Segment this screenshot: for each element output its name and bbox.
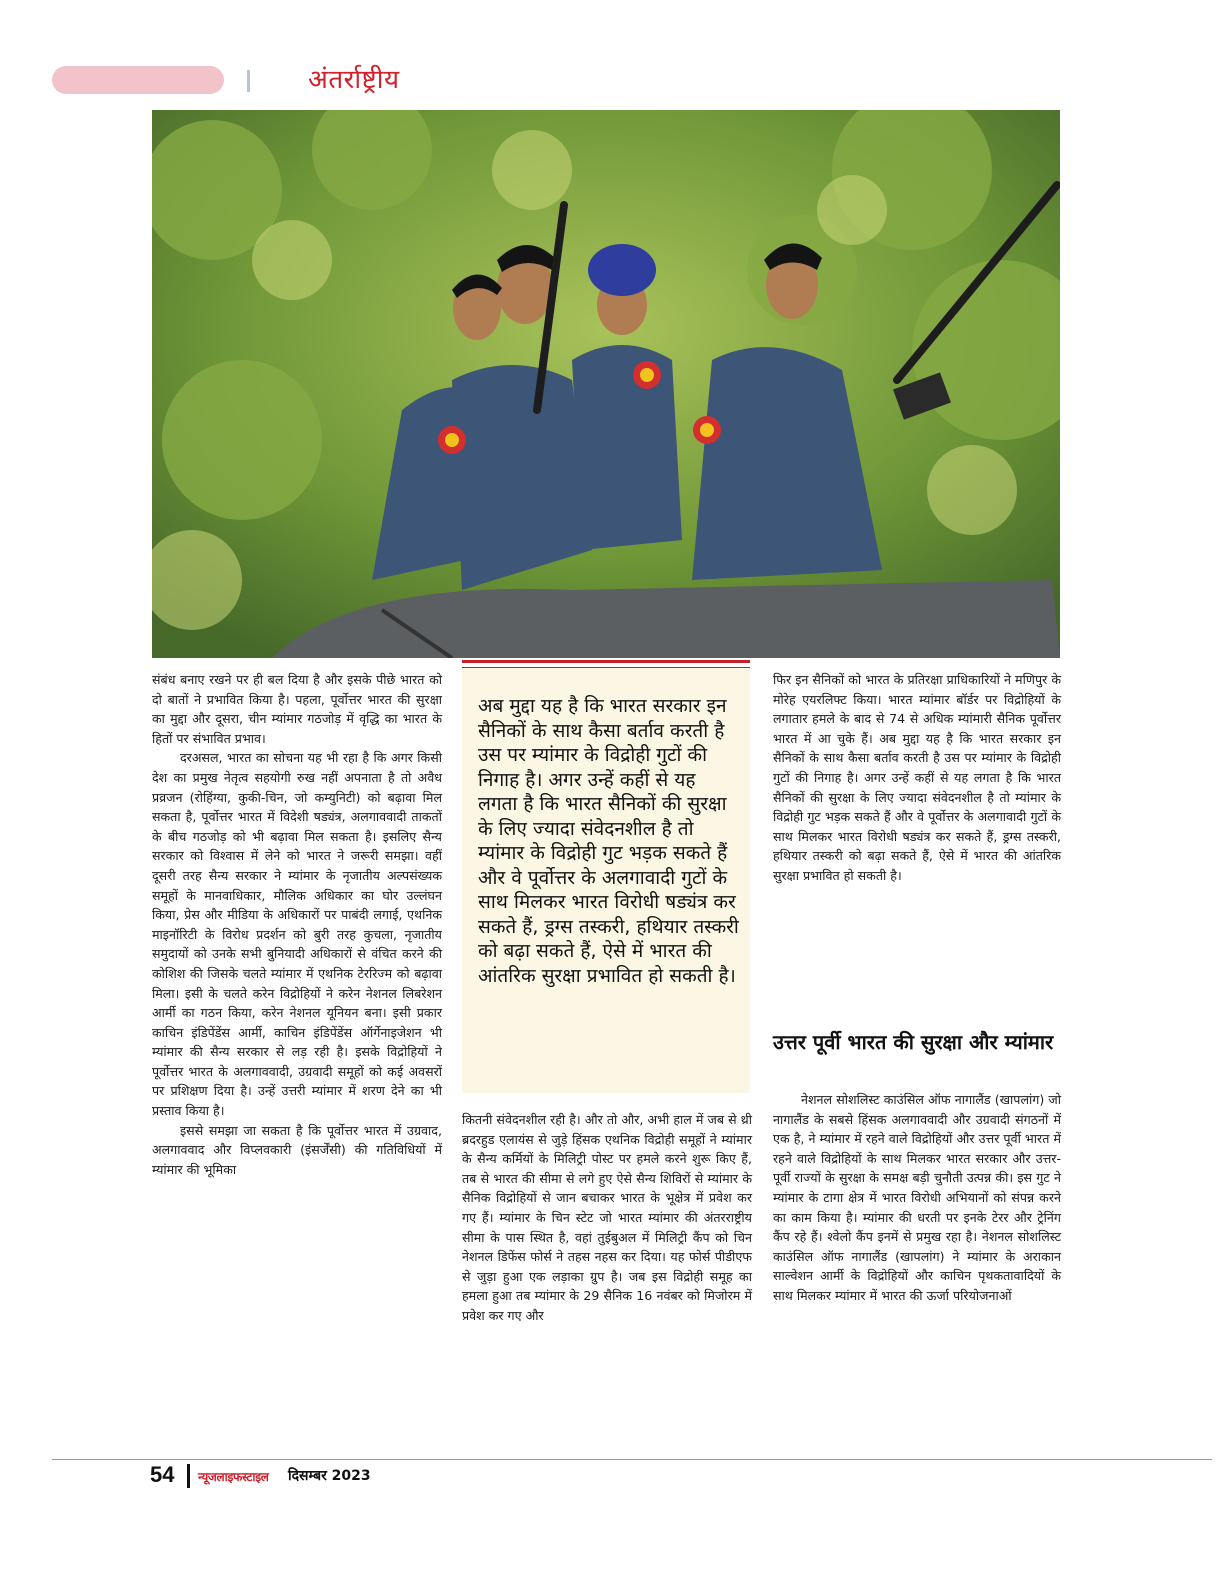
paragraph: संबंध बनाए रखने पर ही बल दिया है और इसके पीछे भारत को दो बातों ने प्रभावित किया है। पहला, पूर्वोत्तर भारत की सुरक्षा का मुद्दा और दूसरा, चीन म्यांमार गठजोड़ में वृद्धि का भारत के हितों पर संभावित प्रभाव। [152,672,442,746]
paragraph: दरअसल, भारत का सोचना यह भी रहा है कि अगर किसी देश का प्रमुख नेतृत्व सहयोगी रुख नहीं अपनाता है तो अवैध प्रव्रजन (रोहिंग्या, कुकी-चिन, जो कम्युनिटी) को बढ़ावा मिल सकता है, पूर्वोत्तर भारत में विदेशी षड्यंत्र, अलगाववादी ताकतों के बीच गठजोड़ को भी बढ़ावा मिल सकता है। इसलिए सैन्य सरकार को विश्वास में लेने को भारत ने जरूरी समझा। वहीं दूसरी तरह सैन्य सरकार ने म्यांमार के नृजातीय अल्पसंख्यक समूहों के मानवाधिकार, मौलिक अधिकार का घोर उल्लंघन किया, प्रेस और मीडिया के अधिकारों पर पाबंदी लगाई, एथनिक माइनॉरिटी के विरोध प्रदर्शन को बुरी तरह कुचला, नृजातीय समुदायों को उनके सभी बुनियादी अधिकारों से वंचित करने की कोशिश की जिसके चलते म्यांमार में एथनिक टेररिज्म को बढ़ावा मिला। इसी के चलते करेन विद्रोहियों ने करेन नेशनल लिबरेशन आर्मी का गठन किया, करेन नेशनल यूनियन बना। इसी प्रकार काचिन इंडिपेंडेंस आर्मी, काचिन इंडिपेंडेंस ऑर्गेनाइजेशन भी म्यांमार की सैन्य सरकार से लड़ रही है। इसके विद्रोहियों ने पूर्वोत्तर भारत के अलगाववादी, उग्रवादी समूहों को कई अवसरों पर प्रशिक्षण दिया है। उन्हें उत्तरी म्यांमार में शरण देने का भी प्रस्ताव किया है। [152,750,442,1119]
paragraph: कितनी संवेदनशील रही है। और तो और, अभी हाल में जब से थ्री ब्रदरहुड एलायंस से जुड़े हिंसक एथनिक विद्रोही समूहों ने म्यांमार के सैन्य कर्मियों के मिलिट्री पोस्ट पर हमले करने शुरू किए हैं, तब से भारत की सीमा से लगे हुए ऐसे सैन्य शिविरों से म्यांमार के सैनिक विद्रोहियों से जान बचाकर भारत के भूक्षेत्र में प्रवेश कर गए हैं। म्यांमार के चिन स्टेट जो भारत म्यांमार की अंतरराष्ट्रीय सीमा के पास स्थित है, वहां तुईबुअल में मिलिट्री कैंप को चिन नेशनल डिफेंस फोर्स ने तहस नहस कर दिया। यह फोर्स पीडीएफ से जुड़ा हुआ एक लड़ाका ग्रुप है। जब इस विद्रोही समूह का हमला हुआ तब म्यांमार के 29 सैनिक 16 नवंबर को मिजोरम में प्रवेश कर गए और [462,1112,752,1323]
subheading: उत्तर पूर्वी भारत की सुरक्षा और म्यांमार [773,1030,1054,1054]
footer-rule [52,1459,1212,1460]
magazine-logo: न्यूजलाइफस्टाइल [198,1470,269,1484]
article-column-1 [152,670,442,1179]
paragraph: फिर इन सैनिकों को भारत के प्रतिरक्षा प्राधिकारियों ने मणिपुर के मोरेह एयरलिफ्ट किया। भारत म्यांमार बॉर्डर पर विद्रोहियों के लगातार हमले के बाद से 74 से अधिक म्यांमारी सैनिक पूर्वोत्तर भारत में आ चुके हैं। अब मुद्दा यह है कि भारत सरकार इन सैनिकों के साथ कैसा बर्ताव करती है उस पर म्यांमार के विद्रोही गुटों की निगाह है। अगर उन्हें कहीं से यह लगता है कि भारत सैनिकों की सुरक्षा के लिए ज्यादा संवेदनशील है तो म्यांमार के विद्रोही गुट भड़क सकते हैं और वे पूर्वोत्तर के अलगावादी गुटों के साथ मिलकर भारत विरोधी षड्यंत्र कर सकते हैं, ड्रग्स तस्करी, हथियार तस्करी को बढ़ा सकते हैं, ऐसे में भारत की आंतरिक सुरक्षा प्रभावित हो सकती है। [773,672,1061,883]
paragraph: इससे समझा जा सकता है कि पूर्वोत्तर भारत में उग्रवाद, अलगाववाद और विप्लवकारी (इंसर्जेंसी) की गतिविधियों में म्यांमार की भूमिका [152,1122,442,1177]
pullquote-rule-top [462,660,750,663]
article-column-3-continued [773,1090,1061,1306]
header-divider [247,70,250,92]
issue-date: दिसम्बर 2023 [288,1468,371,1484]
article-column-2 [462,1110,752,1326]
section-title: अंतर्राष्ट्रीय [308,65,400,95]
soldiers-photo-illustration [152,110,1060,658]
article-column-3 [773,670,1061,886]
pullquote-text: अब मुद्दा यह है कि भारत सरकार इन सैनिकों के साथ कैसा बर्ताव करती है उस पर म्यांमार के विद्रोही गुटों की निगाह है। अगर उन्हें कहीं से यह लगता है कि भारत सैनिकों की सुरक्षा के लिए ज्यादा संवेदनशील है तो म्यांमार के विद्रोही गुट भड़क सकते हैं और वे पूर्वोत्तर के अलगावादी गुटों के साथ मिलकर भारत विरोधी षड्यंत्र कर सकते हैं, ड्रग्स तस्करी, हथियार तस्करी को बढ़ा सकते हैं, ऐसे में भारत की आंतरिक सुरक्षा प्रभावित हो सकती है। [478,695,739,987]
page-number: 54 [150,1462,175,1487]
article-photo [152,110,1060,658]
footer-divider [187,1464,190,1488]
paragraph: नेशनल सोशलिस्ट काउंसिल ऑफ नागालैंड (खापलांग) जो नागालैंड के सबसे हिंसक अलगाववादी और उग्रवादी संगठनों में एक है, ने म्यांमार में रहने वाले विद्रोहियों और उत्तर पूर्वी भारत में रहने वाले विद्रोहियों के साथ मिलकर भारत सरकार और उत्तर-पूर्वी राज्यों के सुरक्षा के समक्ष बड़ी चुनौती उत्पन्न की। इस गुट ने म्यांमार के टागा क्षेत्र में भारत विरोधी अभियानों को संपन्न करने का काम किया है। म्यांमार की धरती पर इनके टेरर और ट्रेनिंग कैंप रहे हैं। श्वेलो कैंप इनमें से प्रमुख रहा है। नेशनल सोशलिस्ट काउंसिल ऑफ नागालैंड (खापलांग) ने म्यांमार के अराकान साल्वेशन आर्मी के विद्रोहियों और काचिन पृथकतावादियों के साथ मिलकर म्यांमार में भारत की ऊर्जा परियोजनाओं [773,1092,1061,1303]
section-tab-pill [52,66,224,94]
